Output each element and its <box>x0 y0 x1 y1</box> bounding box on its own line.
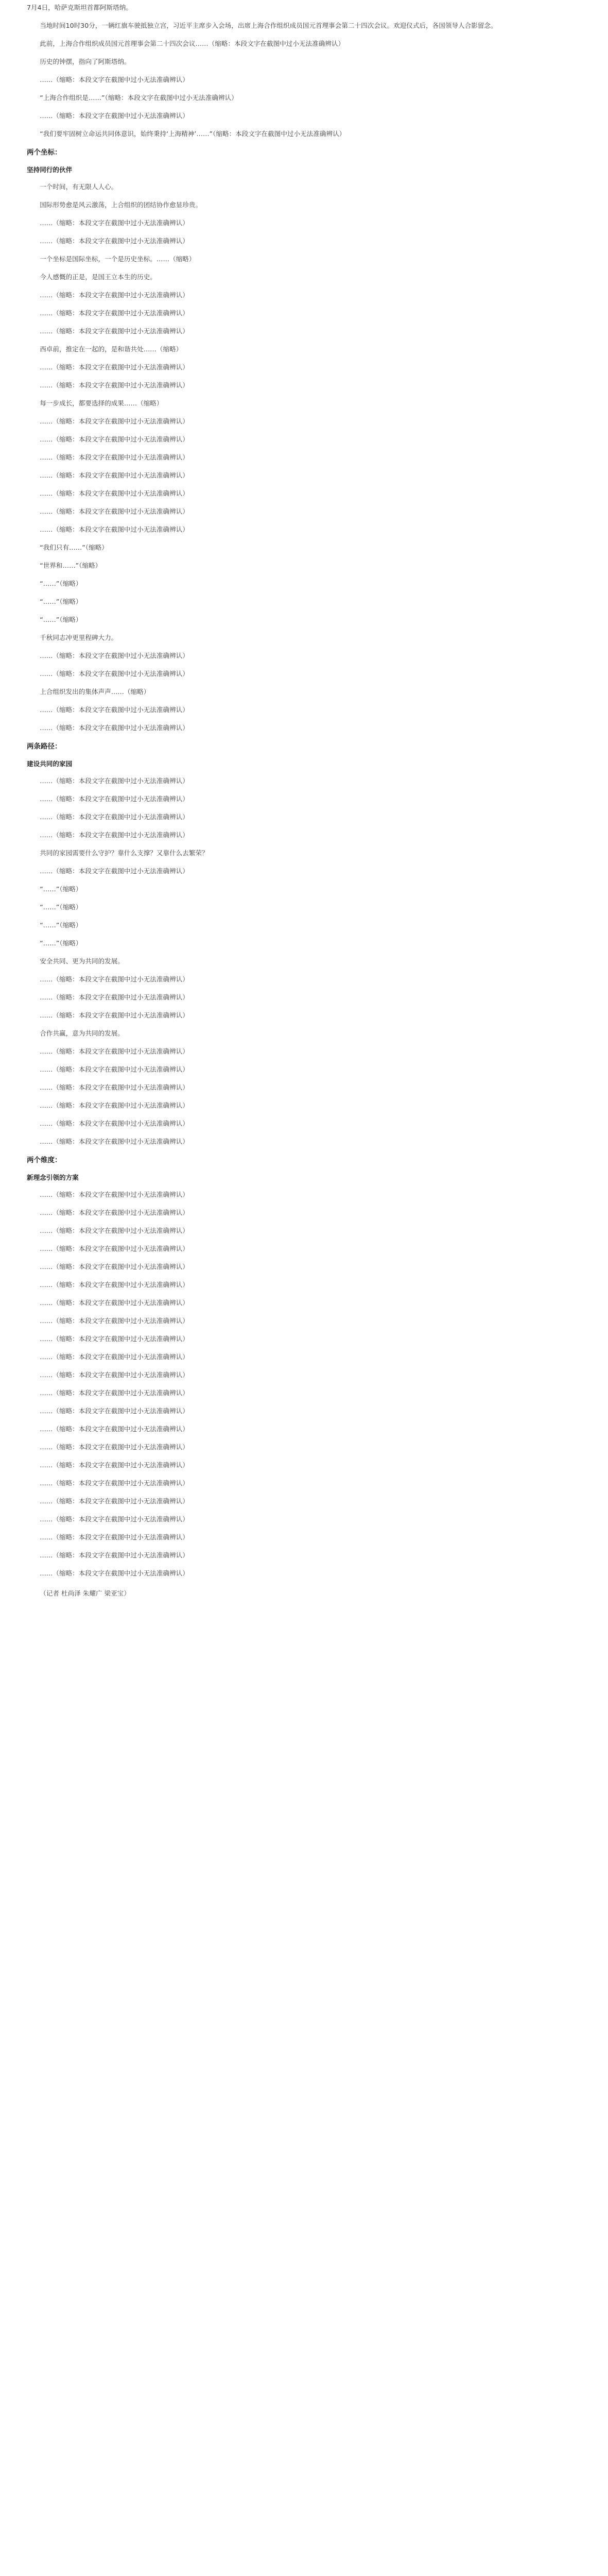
article-paragraph: 历史的钟摆，指向了阿斯塔纳。 <box>40 58 131 65</box>
article-paragraph: ……（缩略：本段文字在截图中过小无法准确辨认） <box>40 363 189 371</box>
article-paragraph: “我们要牢固树立命运共同体意识，始终秉持‘上海精神’……”（缩略：本段文字在截图中过小无法准确辨认） <box>40 130 346 138</box>
article-paragraph: ……（缩略：本段文字在截图中过小无法准确辨认） <box>40 670 189 677</box>
article-paragraph: 一个坐标是国际坐标，一个是历史坐标。……（缩略） <box>40 255 196 263</box>
article-paragraph: ……（缩略：本段文字在截图中过小无法准确辨认） <box>40 1551 189 1559</box>
article-paragraph: ……（缩略：本段文字在截图中过小无法准确辨认） <box>40 1569 189 1577</box>
article-paragraph: 共同的家园需要什么守护？靠什么支撑？又靠什么去繁荣？ <box>40 849 209 857</box>
article-paragraph: 当地时间10时30分，一辆红旗车驶抵独立宫，习近平主席步入会场，出席上海合作组织成员国元首理事会第二十四次会议。欢迎仪式后，各国领导人合影留念。 <box>40 22 497 29</box>
article-paragraph: ……（缩略：本段文字在截图中过小无法准确辨认） <box>40 1011 189 1019</box>
article-paragraph: ……（缩略：本段文字在截图中过小无法准确辨认） <box>40 1083 189 1091</box>
article-paragraph: ……（缩略：本段文字在截图中过小无法准确辨认） <box>40 1515 189 1523</box>
article-paragraph: ……（缩略：本段文字在截图中过小无法准确辨认） <box>40 1407 189 1415</box>
article-paragraph: ……（缩略：本段文字在截图中过小无法准确辨认） <box>40 1479 189 1487</box>
article-paragraph: ……（缩略：本段文字在截图中过小无法准确辨认） <box>40 1389 189 1397</box>
article-paragraph: ……（缩略：本段文字在截图中过小无法准确辨认） <box>40 526 189 533</box>
section-subheading: 新理念引领的方案 <box>27 1174 79 1181</box>
article-paragraph: ……（缩略：本段文字在截图中过小无法准确辨认） <box>40 1191 189 1198</box>
section-heading: 两个维度： <box>27 1156 62 1164</box>
article-paragraph: ……（缩略：本段文字在截图中过小无法准确辨认） <box>40 1425 189 1433</box>
article-paragraph: ……（缩略：本段文字在截图中过小无法准确辨认） <box>40 1317 189 1325</box>
section-subheading: 坚持同行的伙伴 <box>27 166 73 174</box>
article-paragraph: ……（缩略：本段文字在截图中过小无法准确辨认） <box>40 327 189 335</box>
article-paragraph: ……（缩略：本段文字在截图中过小无法准确辨认） <box>40 1227 189 1234</box>
article-paragraph: ……（缩略：本段文字在截图中过小无法准确辨认） <box>40 1120 189 1127</box>
article-paragraph: ……（缩略：本段文字在截图中过小无法准确辨认） <box>40 993 189 1001</box>
article-paragraph: ……（缩略：本段文字在截图中过小无法准确辨认） <box>40 489 189 497</box>
article-paragraph: ……（缩略：本段文字在截图中过小无法准确辨认） <box>40 724 189 732</box>
reporter-credit: （记者 杜尚泽 朱耀广 梁亚宝） <box>40 1589 130 1597</box>
quote-line: “……”（缩略） <box>40 885 82 893</box>
article-paragraph: ……（缩略：本段文字在截图中过小无法准确辨认） <box>40 1353 189 1361</box>
article-paragraph: ……（缩略：本段文字在截图中过小无法准确辨认） <box>40 291 189 299</box>
section-heading: 两个坐标： <box>27 148 62 157</box>
article-paragraph: ……（缩略：本段文字在截图中过小无法准确辨认） <box>40 1138 189 1145</box>
article-paragraph: ……（缩略：本段文字在截图中过小无法准确辨认） <box>40 867 189 875</box>
article-paragraph: 安全共同、更为共同的发展。 <box>40 957 124 965</box>
article-paragraph: 千秋同志冲更里程碑大力。 <box>40 634 118 641</box>
article-paragraph: ……（缩略：本段文字在截图中过小无法准确辨认） <box>40 309 189 317</box>
article-paragraph: 上合组织发出的集体声声……（缩略） <box>40 688 150 696</box>
article-paragraph: ……（缩略：本段文字在截图中过小无法准确辨认） <box>40 1533 189 1541</box>
quote-line: “……”（缩略） <box>40 903 82 911</box>
article-paragraph: ……（缩略：本段文字在截图中过小无法准确辨认） <box>40 1497 189 1505</box>
article-paragraph: ……（缩略：本段文字在截图中过小无法准确辨认） <box>40 1281 189 1289</box>
article-paragraph: ……（缩略：本段文字在截图中过小无法准确辨认） <box>40 831 189 839</box>
article-paragraph: “上海合作组织是……”（缩略：本段文字在截图中过小无法准确辨认） <box>40 94 238 101</box>
article-paragraph: ……（缩略：本段文字在截图中过小无法准确辨认） <box>40 76 189 83</box>
article-paragraph: ……（缩略：本段文字在截图中过小无法准确辨认） <box>40 706 189 714</box>
quote-line: “我们只有……”（缩略） <box>40 544 108 551</box>
article-paragraph: 此前，上海合作组织成员国元首理事会第二十四次会议……（缩略：本段文字在截图中过小无法准确辨认） <box>40 40 345 47</box>
article-paragraph: ……（缩略：本段文字在截图中过小无法准确辨认） <box>40 975 189 983</box>
article-paragraph: ……（缩略：本段文字在截图中过小无法准确辨认） <box>40 1371 189 1379</box>
article-paragraph: ……（缩略：本段文字在截图中过小无法准确辨认） <box>40 1047 189 1055</box>
article-paragraph: 每一步成长，都要选择的成果……（缩略） <box>40 399 163 407</box>
article-paragraph: 国际形势愈是风云激荡，上合组织的团结协作愈显珍贵。 <box>40 201 202 209</box>
article-paragraph: ……（缩略：本段文字在截图中过小无法准确辨认） <box>40 1461 189 1469</box>
article-paragraph: ……（缩略：本段文字在截图中过小无法准确辨认） <box>40 219 189 227</box>
article-paragraph: 合作共赢，意为共同的发展。 <box>40 1029 124 1037</box>
article-paragraph: ……（缩略：本段文字在截图中过小无法准确辨认） <box>40 1209 189 1216</box>
article-paragraph: ……（缩略：本段文字在截图中过小无法准确辨认） <box>40 435 189 443</box>
article-paragraph: ……（缩略：本段文字在截图中过小无法准确辨认） <box>40 237 189 245</box>
section-subheading: 建设共同的家园 <box>27 760 73 768</box>
quote-line: “……”（缩略） <box>40 580 82 587</box>
article-paragraph: 一个时间，有无限人人心。 <box>40 183 118 191</box>
article-paragraph: 西卓前，推定在一起的，是和谐共处……（缩略） <box>40 345 183 353</box>
article-paragraph: ……（缩略：本段文字在截图中过小无法准确辨认） <box>40 1299 189 1307</box>
article-paragraph: ……（缩略：本段文字在截图中过小无法准确辨认） <box>40 795 189 803</box>
article-paragraph: ……（缩略：本段文字在截图中过小无法准确辨认） <box>40 1335 189 1343</box>
article-paragraph: ……（缩略：本段文字在截图中过小无法准确辨认） <box>40 652 189 659</box>
article-paragraph: ……（缩略：本段文字在截图中过小无法准确辨认） <box>40 813 189 821</box>
quote-line: “……”（缩略） <box>40 921 82 929</box>
quote-line: “……”（缩略） <box>40 616 82 623</box>
article-paragraph: ……（缩略：本段文字在截图中过小无法准确辨认） <box>40 381 189 389</box>
article-paragraph: ……（缩略：本段文字在截图中过小无法准确辨认） <box>40 453 189 461</box>
article-paragraph: 今人感慨的正是，是国王立本生的历史。 <box>40 273 157 281</box>
article-paragraph: ……（缩略：本段文字在截图中过小无法准确辨认） <box>40 417 189 425</box>
article-paragraph: ……（缩略：本段文字在截图中过小无法准确辨认） <box>40 1065 189 1073</box>
article-paragraph: ……（缩略：本段文字在截图中过小无法准确辨认） <box>40 1245 189 1252</box>
section-heading: 两条路径： <box>27 742 62 751</box>
article-paragraph: 7月4日，哈萨克斯坦首都阿斯塔纳。 <box>27 4 132 11</box>
quote-line: “世界和……”（缩略） <box>40 562 102 569</box>
article-paragraph: ……（缩略：本段文字在截图中过小无法准确辨认） <box>40 507 189 515</box>
quote-line: “……”（缩略） <box>40 598 82 605</box>
article-paragraph: ……（缩略：本段文字在截图中过小无法准确辨认） <box>40 1263 189 1270</box>
article-paragraph: ……（缩略：本段文字在截图中过小无法准确辨认） <box>40 1443 189 1451</box>
article-paragraph: ……（缩略：本段文字在截图中过小无法准确辨认） <box>40 777 189 785</box>
quote-line: “……”（缩略） <box>40 939 82 947</box>
article-paragraph: ……（缩略：本段文字在截图中过小无法准确辨认） <box>40 471 189 479</box>
article-paragraph: ……（缩略：本段文字在截图中过小无法准确辨认） <box>40 1101 189 1109</box>
article-paragraph: ……（缩略：本段文字在截图中过小无法准确辨认） <box>40 112 189 120</box>
